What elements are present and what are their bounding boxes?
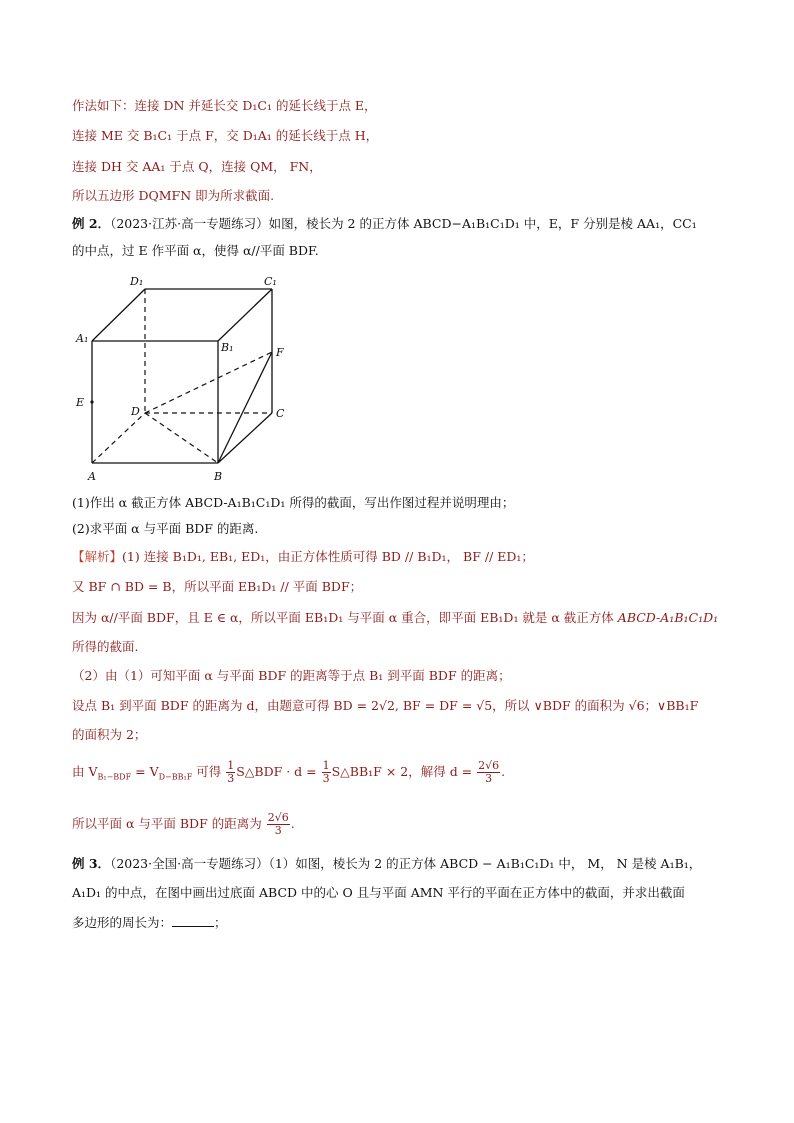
solution-line-3 [72,609,718,627]
method-line-4: 所以五边形 DQMFN 即为所求截面. [72,188,275,203]
example-3-line-3 [72,914,227,932]
question-2: (2)求平面 α 与平面 BDF 的距离. [72,521,259,536]
solution-line-1 [72,548,534,566]
example-2-label: 例 2． [72,216,111,231]
hidden-segment-db [145,413,218,463]
answer-blank[interactable] [172,914,214,927]
solution-step-1: (1) 连接 B₁D₁, EB₁, ED₁，由正方体性质可得 BD // B₁D₁， BF // ED₁； [122,549,534,564]
example-3-line-2: A₁D₁ 的中点，在图中画出过底面 ABCD 中的心 O 且与平面 AMN 平行的平面在正方体中的截面，并求出截面 [72,885,685,900]
fraction-answer-b: $\frac{2√6}{3}$ [267,811,289,837]
label-e: E [76,396,85,409]
edge-a1-d1 [92,289,145,341]
area-bbf-term: S△BB₁F × 2 [331,764,409,779]
label-c: C [276,407,285,420]
method-line-3: 连接 DH 交 AA₁ 于点 Q，连接 QM， FN， [72,159,322,174]
example-2-line-2: 的中点，过 E 作平面 α，使得 α//平面 BDF. [72,243,319,258]
volume-v2: = V [131,764,159,779]
hidden-segment-df [145,352,272,413]
label-d1: D₁ [130,275,144,288]
fraction-answer-a: $\frac{2√6}{3}$ [478,759,500,785]
example-3-statement: （2023·全国·高一专题练习）（1）如图，棱长为 2 的正方体 ABCD − A₁B₁C₁D₁ 中， M， N 是棱 A₁B₁， [110,856,702,871]
example-3-prompt: 多边形的周长为： [72,915,173,930]
solution-tag: 【解析】 [72,549,123,564]
label-a: A [88,470,96,483]
solution-result-text: ，解得 d = [408,764,477,779]
fraction-one-third-a: $\frac{1}{3}$ [227,759,235,785]
solution-step-3: 因为 α//平面 BDF，且 E ∈ α，所以平面 EB₁D₁ 与平面 α 重合，即平面 EB₁D₁ 就是 α 截正方体 [72,610,618,625]
solution-line-6: 设点 B₁ 到平面 BDF 的距离为 d，由题意可得 BD = 2√2, BF = DF = √5，所以 ∨BDF 的面积为 √6；∨BB₁F [72,698,699,713]
label-b1: B₁ [221,341,234,354]
solution-line-2: 又 BF ∩ BD = B，所以平面 EB₁D₁ // 平面 BDF； [72,579,363,594]
example-3-end: ； [214,915,227,930]
example-3-line-1 [72,855,701,873]
solution-line-4: 所得的截面. [72,639,139,654]
label-f: F [276,346,284,359]
volume-v1: 由 V [72,764,98,779]
volume-connector: 可得 [192,764,226,779]
solution-line-8: 由 $V_{B_1-BDF} = V_{D-BB_1F}$ 可得 $\frac{1}{3}$ S△BDF · d = $\frac{1}{3}$ S△BB₁F × 2，解得 d = $\frac{2√6}{3}$ . [72,759,506,785]
point-e-dot [90,400,93,403]
method-line-2: 连接 ME 交 B₁C₁ 于点 F，交 D₁A₁ 的延长线于点 H， [72,128,379,143]
solution-line-5: （2）由（1）可知平面 α 与平面 BDF 的距离等于点 B₁ 到平面 BDF 的距离； [72,668,511,683]
example-3-label: 例 3． [72,856,111,871]
question-1: (1)作出 α 截正方体 ABCD-A₁B₁C₁D₁ 所得的截面，写出作图过程并说明理由； [72,495,515,510]
volume-v1-sub: B₁−BDF [97,772,132,782]
solution-cube-name: ABCD-A₁B₁C₁D₁ [617,610,719,625]
solution-conclusion: 所以平面 α 与平面 BDF 的距离为 [72,816,266,831]
example-2-line-1 [72,215,697,233]
label-a1: A₁ [76,332,89,345]
hidden-edge-a-d [92,413,145,463]
method-line-1: 作法如下：连接 DN 并延长交 D₁C₁ 的延长线于点 E， [72,98,377,113]
segment-bf [218,352,272,463]
edge-b1-c1 [218,289,272,341]
fraction-one-third-b: $\frac{1}{3}$ [322,759,330,785]
area-bdf-term: S△BDF · d = [236,764,321,779]
volume-v2-sub: D−BB₁F [158,772,193,782]
edge-b-c [218,413,272,463]
solution-line-9: 所以平面 α 与平面 BDF 的距离为 $\frac{2√6}{3}$ . [72,811,295,837]
solution-line-7: 的面积为 2； [72,727,147,742]
label-c1: C₁ [264,275,277,288]
label-b: B [214,470,223,483]
example-2-statement: （2023·江苏·高一专题练习）如图，棱长为 2 的正方体 ABCD−A₁B₁C₁D₁ 中，E，F 分别是棱 AA₁，CC₁ [110,216,697,231]
label-d: D [131,405,140,418]
cube-figure [70,265,300,485]
